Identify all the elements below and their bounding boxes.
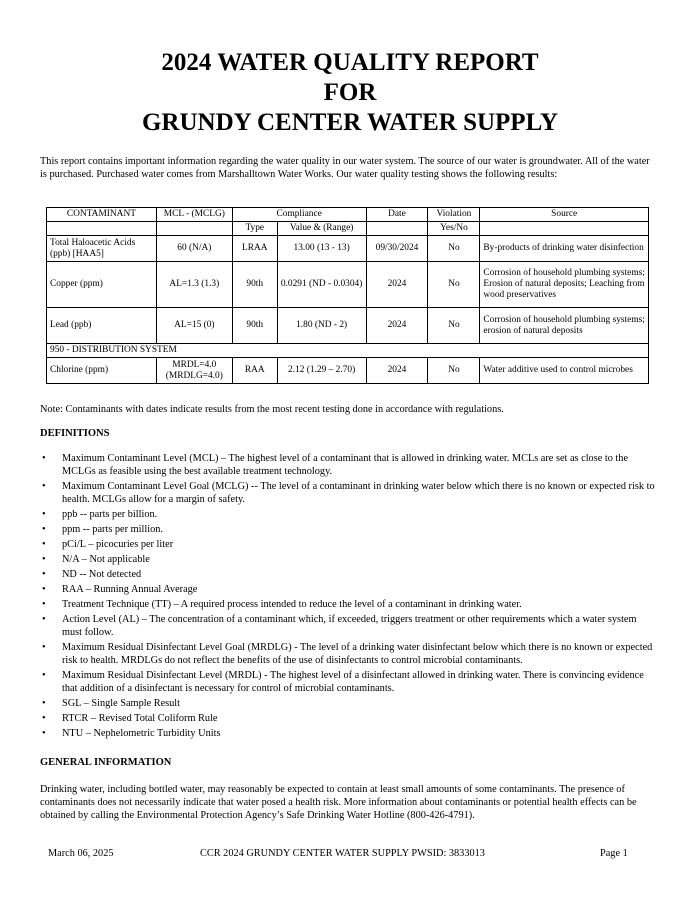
- cell-contaminant: Chlorine (ppm): [47, 358, 157, 384]
- table-row: [47, 262, 649, 308]
- cell-value: 13.00 (13 - 13): [277, 236, 366, 262]
- header-type: Type: [232, 222, 277, 236]
- header-yes-no: Yes/No: [428, 222, 480, 236]
- cell-date: 2024: [366, 308, 428, 344]
- cell-source: By-products of drinking water disinfection: [480, 236, 649, 262]
- list-item: • Maximum Contaminant Level Goal (MCLG) -- The level of a contaminant in drinking water below which there is no known or expected risk to health. MCLGs allow for a margin of safety.: [42, 481, 655, 505]
- intro-paragraph: This report contains important information regarding the water quality in our water system. The source of our water is groundwater. All of the water is purchased. Purchased water comes from Marshalltown Water Works. Our water quality testing shows the following results:: [40, 156, 650, 180]
- title-line-2: FOR: [323, 79, 377, 106]
- list-item: • pCi/L – picocuries per liter: [42, 539, 174, 550]
- cell-type: LRAA: [232, 236, 277, 262]
- table-row: [47, 308, 649, 344]
- cell-date: 2024: [366, 262, 428, 308]
- header-violation: Violation: [428, 208, 480, 222]
- cell-value: 0.0291 (ND - 0.0304): [277, 262, 366, 308]
- header-date: Date: [366, 208, 428, 222]
- cell-mcl: 60 (N/A): [156, 236, 232, 262]
- cell-type: 90th: [232, 308, 277, 344]
- table-row: [47, 358, 649, 384]
- cell-value: 2.12 (1.29 – 2.70): [277, 358, 366, 384]
- cell-contaminant: Copper (ppm): [47, 262, 157, 308]
- list-item: • SGL – Single Sample Result: [42, 698, 181, 709]
- cell-contaminant: Lead (ppb): [47, 308, 157, 344]
- cell-date: 09/30/2024: [366, 236, 428, 262]
- cell-mcl: MRDL=4.0 (MRDLG=4.0): [156, 358, 232, 384]
- list-item: • Maximum Residual Disinfectant Level Goal (MRDLG) - The level of a drinking water disinfectant below which there is no known or expected risk to health. MRDLGs do not reflect the benefits of the use of disinfectants to control microbial contaminants.: [42, 642, 653, 666]
- section-label: 950 - DISTRIBUTION SYSTEM: [47, 344, 649, 358]
- cell-type: 90th: [232, 262, 277, 308]
- cell-mcl: AL=15 (0): [156, 308, 232, 344]
- table-section-row: [47, 344, 649, 358]
- cell-contaminant: Total Haloacetic Acids (ppb) [HAA5]: [47, 236, 157, 262]
- header-value-range: Value & (Range): [277, 222, 366, 236]
- cell-source: Water additive used to control microbes: [480, 358, 649, 384]
- cell-source: Corrosion of household plumbing systems; Erosion of natural deposits; Leaching from wood preservatives: [480, 262, 649, 308]
- general-information-paragraph: Drinking water, including bottled water, may reasonably be expected to contain at least small amounts of some contaminants. The presence of contaminants does not necessarily indicate that water posed a health risk. More information about contaminants or potential health effects can be obtained by calling the Environmental Protection Agency’s Safe Drinking Water Hotline (800-426-4791).: [40, 784, 637, 821]
- footer-center: CCR 2024 GRUNDY CENTER WATER SUPPLY PWSID: 3833013: [200, 848, 485, 859]
- list-item: • Treatment Technique (TT) – A required process intended to reduce the level of a contaminant in drinking water.: [42, 599, 522, 610]
- general-information-heading: GENERAL INFORMATION: [40, 757, 172, 768]
- report-title: [0, 48, 700, 138]
- list-item: • Action Level (AL) – The concentration of a contaminant which, if exceeded, triggers treatment or other requirements which a water system must follow.: [42, 614, 637, 638]
- header-contaminant: CONTAMINANT: [47, 208, 157, 222]
- cell-violation: No: [428, 308, 480, 344]
- results-table: [46, 207, 649, 384]
- header-source: Source: [480, 208, 649, 222]
- table-row: [47, 236, 649, 262]
- cell-date: 2024: [366, 358, 428, 384]
- title-line-1: 2024 WATER QUALITY REPORT: [161, 49, 539, 76]
- list-item: • ppm -- parts per million.: [42, 524, 163, 535]
- list-item: • RTCR – Revised Total Coliform Rule: [42, 713, 218, 724]
- table-header-row: [47, 208, 649, 222]
- footer-date: March 06, 2025: [48, 848, 114, 859]
- list-item: • RAA – Running Annual Average: [42, 584, 198, 595]
- list-item: • N/A – Not applicable: [42, 554, 150, 565]
- definitions-heading: DEFINITIONS: [40, 428, 110, 439]
- cell-type: RAA: [232, 358, 277, 384]
- cell-violation: No: [428, 358, 480, 384]
- definitions-list: [40, 452, 656, 742]
- note-paragraph: Note: Contaminants with dates indicate results from the most recent testing done in accordance with regulations.: [40, 404, 504, 415]
- list-item: • Maximum Contaminant Level (MCL) – The highest level of a contaminant that is allowed in drinking water. MCLs are set as close to the MCLGs as feasible using the best available treatment technology.: [42, 453, 629, 477]
- title-line-3: GRUNDY CENTER WATER SUPPLY: [141, 109, 559, 136]
- footer-page-number: Page 1: [600, 848, 628, 859]
- cell-value: 1.80 (ND - 2): [277, 308, 366, 344]
- list-item: • NTU – Nephelometric Turbidity Units: [42, 728, 221, 739]
- header-compliance: Compliance: [232, 208, 366, 222]
- list-item: • Maximum Residual Disinfectant Level (MRDL) - The highest level of a disinfectant allowed in drinking water. There is convincing evidence that addition of a disinfectant is necessary for control of microbial contaminants.: [42, 670, 644, 694]
- table-subheader-row: [47, 222, 649, 236]
- cell-mcl: AL=1.3 (1.3): [156, 262, 232, 308]
- cell-source: Corrosion of household plumbing systems; erosion of natural deposits: [480, 308, 649, 344]
- cell-violation: No: [428, 262, 480, 308]
- cell-violation: No: [428, 236, 480, 262]
- list-item: • ND -- Not detected: [42, 569, 142, 580]
- header-mcl: MCL - (MCLG): [156, 208, 232, 222]
- list-item: • ppb -- parts per billion.: [42, 509, 158, 520]
